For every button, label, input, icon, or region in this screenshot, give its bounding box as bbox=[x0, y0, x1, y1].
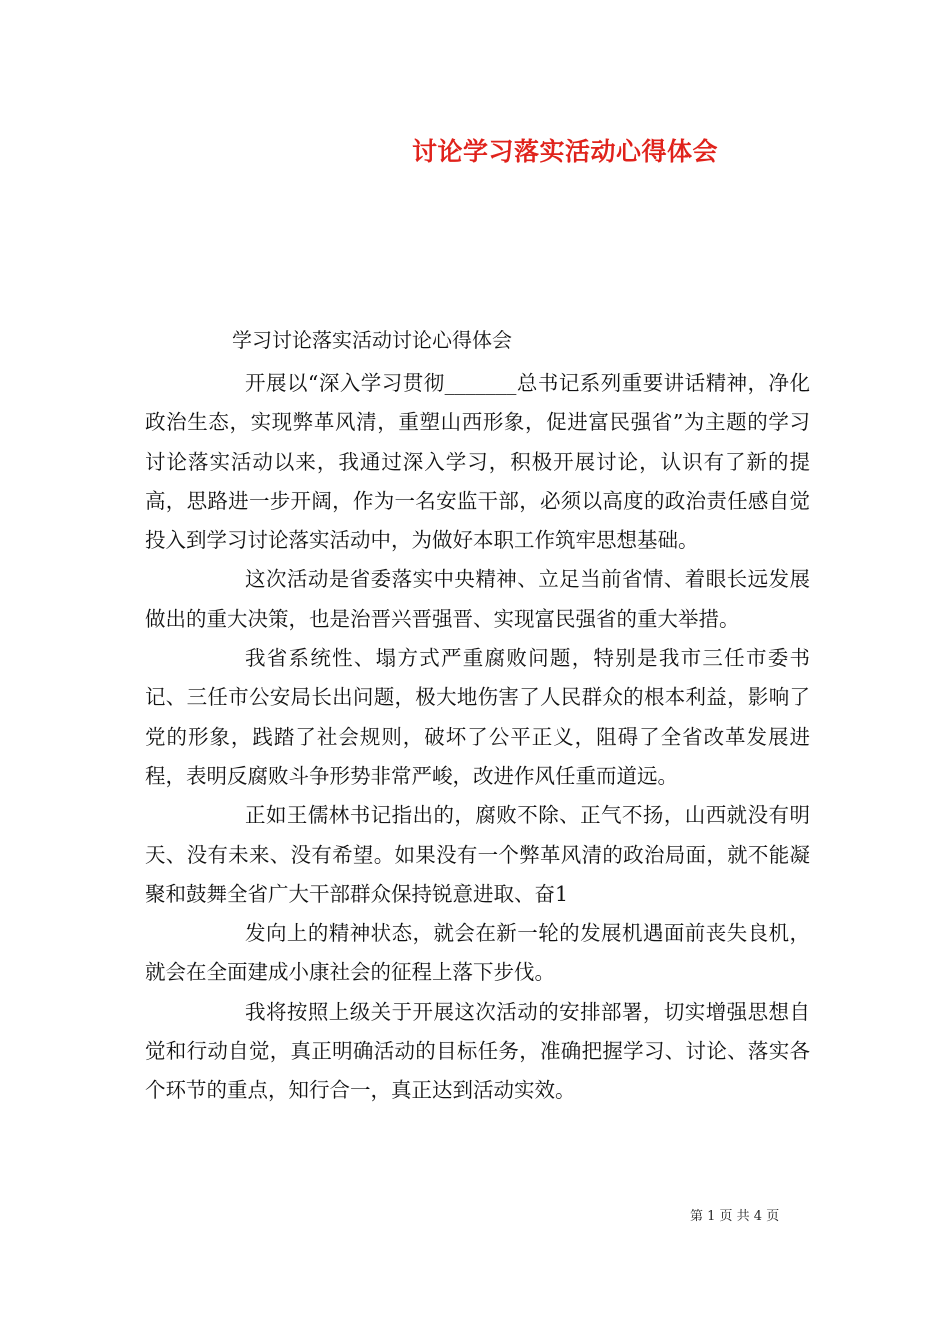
body-paragraph: 正如王儒林书记指出的，腐败不除、正气不扬，山西就没有明天、没有未来、没有希望。如果没有一个弊革风清的政治局面，就不能凝聚和鼓舞全省广大干部群众保持锐意进取、奋1 bbox=[145, 803, 810, 906]
document-body bbox=[145, 364, 810, 1111]
document-title: 讨论学习落实活动心得体会 bbox=[411, 137, 718, 166]
document-subtitle: 学习讨论落实活动讨论心得体会 bbox=[232, 328, 512, 352]
body-paragraph: 我将按照上级关于开展这次活动的安排部署，切实增强思想自觉和行动自觉，真正明确活动的目标任务，准确把握学习、讨论、落实各个环节的重点，知行合一，真正达到活动实效。 bbox=[145, 999, 810, 1103]
body-paragraph: 发向上的精神状态，就会在新一轮的发展机遇面前丧失良机，就会在全面建成小康社会的征程上落下步伐。 bbox=[145, 921, 810, 985]
body-paragraph: 开展以“深入学习贯彻_______总书记系列重要讲话精神，净化政治生态，实现弊革风清，重塑山西形象，促进富民强省”为主题的学习讨论落实活动以来，我通过深入学习，积极开展讨论，认识有了新的提高，思路进一步开阔，作为一名安监干部，必须以高度的政治责任感自觉投入到学习讨论落实活动中，为做好本职工作筑牢思想基础。 bbox=[145, 371, 810, 553]
body-paragraph: 这次活动是省委落实中央精神、立足当前省情、着眼长远发展做出的重大决策，也是治晋兴晋强晋、实现富民强省的重大举措。 bbox=[145, 567, 810, 631]
page-number-footer: 第 1 页 共 4 页 bbox=[690, 1209, 780, 1224]
body-paragraph: 我省系统性、塌方式严重腐败问题，特别是我市三任市委书记、三任市公安局长出问题，极大地伤害了人民群众的根本利益，影响了党的形象，践踏了社会规则，破坏了公平正义，阻碍了全省改革发展进程，表明反腐败斗争形势非常严峻，改进作风任重而道远。 bbox=[145, 646, 810, 788]
